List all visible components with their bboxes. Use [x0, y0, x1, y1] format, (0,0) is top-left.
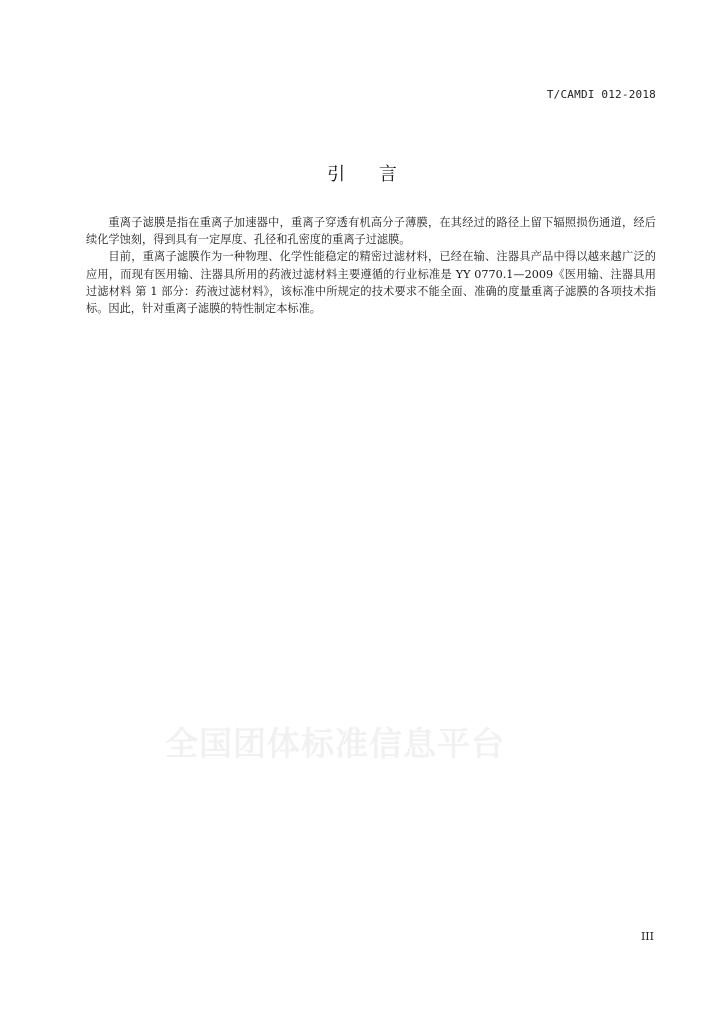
standard-code: T/CAMDI 012-2018 — [546, 88, 656, 101]
page-title: 引 言 — [327, 164, 411, 185]
watermark: 全国团体标准信息平台 — [165, 724, 505, 763]
paragraph-2: 目前，重离子滤膜作为一种物理、化学性能稳定的精密过滤材料，已经在输、注器具产品中得以越来越广泛的应用，而现有医用输、注器具所用的药液过滤材料主要遵循的行业标准是 YY 0770.1—2009《医用输、注器具用过滤材料 第 1 部分：药液过滤材料》，该标准中所规定的技术要求不能全面、准确的度量重离子滤膜的各项技术指标。因此，针对重离子滤膜的特性制定本标准。 — [86, 250, 656, 316]
paragraph-1: 重离子滤膜是指在重离子加速器中，重离子穿透有机高分子薄膜，在其经过的路径上留下辐照损伤通道，经后续化学蚀刻，得到具有一定厚度、孔径和孔密度的重离子过滤膜。 — [86, 216, 656, 247]
body-text — [86, 214, 656, 317]
page-number: III — [640, 930, 654, 943]
